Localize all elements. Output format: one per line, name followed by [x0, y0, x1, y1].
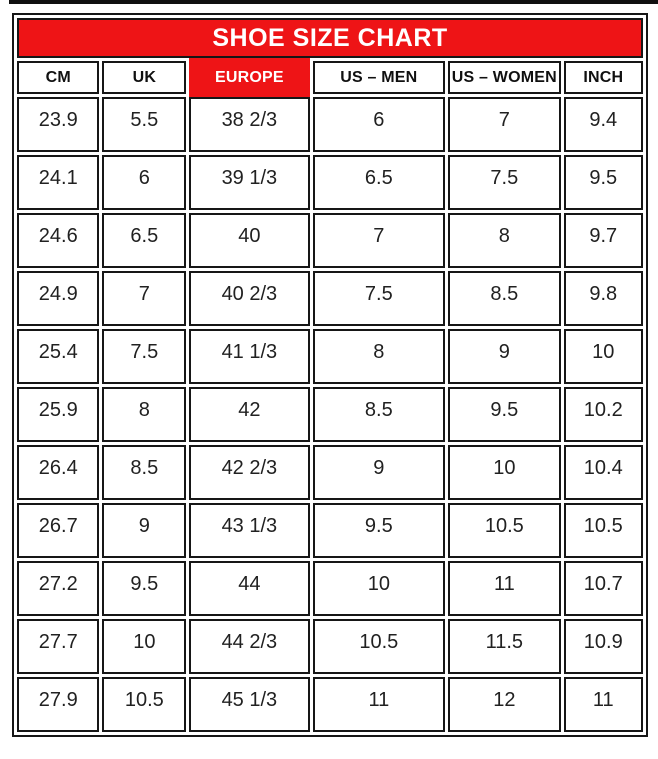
size-cell-us-men: 6 — [313, 97, 446, 152]
table-row — [17, 213, 643, 268]
size-cell-uk: 9 — [102, 503, 186, 558]
size-cell-cm: 23.9 — [17, 97, 99, 152]
table-row — [17, 445, 643, 500]
column-header-us-men: US – MEN — [313, 61, 446, 94]
table-row — [17, 561, 643, 616]
size-cell-inch: 9.4 — [564, 97, 643, 152]
size-cell-us-men: 10 — [313, 561, 446, 616]
table-row — [17, 677, 643, 732]
size-cell-inch: 9.5 — [564, 155, 643, 210]
size-cell-uk: 8 — [102, 387, 186, 442]
shoe-size-chart-table — [12, 13, 648, 737]
size-cell-cm: 27.7 — [17, 619, 99, 674]
table-row — [17, 503, 643, 558]
size-cell-europe: 39 1/3 — [189, 155, 309, 210]
banner-row — [17, 18, 643, 58]
top-rule-line — [9, 0, 658, 4]
size-cell-us-women: 12 — [448, 677, 560, 732]
size-cell-europe: 40 — [189, 213, 309, 268]
size-cell-europe: 42 2/3 — [189, 445, 309, 500]
size-cell-inch: 9.7 — [564, 213, 643, 268]
size-cell-uk: 6 — [102, 155, 186, 210]
size-cell-cm: 25.9 — [17, 387, 99, 442]
size-cell-europe: 38 2/3 — [189, 97, 309, 152]
column-header-row — [17, 61, 643, 94]
size-cell-inch: 10.7 — [564, 561, 643, 616]
size-cell-us-men: 9 — [313, 445, 446, 500]
column-header-cm: CM — [17, 61, 99, 94]
column-header-europe — [189, 61, 309, 94]
size-cell-cm: 24.6 — [17, 213, 99, 268]
size-cell-us-men: 7 — [313, 213, 446, 268]
size-cell-inch: 11 — [564, 677, 643, 732]
size-cell-us-women: 10 — [448, 445, 560, 500]
table-row — [17, 329, 643, 384]
size-cell-inch: 10.2 — [564, 387, 643, 442]
size-cell-uk: 6.5 — [102, 213, 186, 268]
size-cell-cm: 27.9 — [17, 677, 99, 732]
size-cell-inch: 10 — [564, 329, 643, 384]
chart-title-banner: SHOE SIZE CHART — [17, 18, 643, 58]
table-row — [17, 387, 643, 442]
size-cell-uk: 10.5 — [102, 677, 186, 732]
size-cell-europe: 44 2/3 — [189, 619, 309, 674]
size-cell-cm: 24.1 — [17, 155, 99, 210]
size-cell-us-women: 7 — [448, 97, 560, 152]
size-cell-us-men: 8.5 — [313, 387, 446, 442]
table-row — [17, 155, 643, 210]
size-cell-uk: 7.5 — [102, 329, 186, 384]
size-cell-cm: 24.9 — [17, 271, 99, 326]
size-cell-inch: 10.9 — [564, 619, 643, 674]
size-cell-uk: 8.5 — [102, 445, 186, 500]
size-cell-uk: 7 — [102, 271, 186, 326]
column-header-uk: UK — [102, 61, 186, 94]
column-header-us-women: US – WOMEN — [448, 61, 560, 94]
table-row — [17, 271, 643, 326]
size-cell-us-women: 9.5 — [448, 387, 560, 442]
size-cell-europe: 40 2/3 — [189, 271, 309, 326]
size-cell-europe: 44 — [189, 561, 309, 616]
size-cell-inch: 10.4 — [564, 445, 643, 500]
size-cell-us-men: 6.5 — [313, 155, 446, 210]
size-cell-us-women: 9 — [448, 329, 560, 384]
size-cell-us-women: 8.5 — [448, 271, 560, 326]
table-row — [17, 619, 643, 674]
size-cell-uk: 9.5 — [102, 561, 186, 616]
size-cell-uk: 5.5 — [102, 97, 186, 152]
size-cell-inch: 10.5 — [564, 503, 643, 558]
table-row — [17, 97, 643, 152]
size-cell-inch: 9.8 — [564, 271, 643, 326]
europe-header-highlight: EUROPE — [189, 58, 309, 97]
size-cell-europe: 45 1/3 — [189, 677, 309, 732]
size-cell-us-men: 7.5 — [313, 271, 446, 326]
size-cell-europe: 43 1/3 — [189, 503, 309, 558]
column-header-inch: INCH — [564, 61, 643, 94]
size-cell-cm: 26.4 — [17, 445, 99, 500]
size-cell-uk: 10 — [102, 619, 186, 674]
size-cell-cm: 26.7 — [17, 503, 99, 558]
size-cell-europe: 41 1/3 — [189, 329, 309, 384]
size-cell-cm: 27.2 — [17, 561, 99, 616]
size-cell-europe: 42 — [189, 387, 309, 442]
size-cell-us-women: 8 — [448, 213, 560, 268]
size-cell-us-women: 11 — [448, 561, 560, 616]
size-cell-cm: 25.4 — [17, 329, 99, 384]
size-cell-us-women: 7.5 — [448, 155, 560, 210]
size-cell-us-women: 11.5 — [448, 619, 560, 674]
size-cell-us-men: 8 — [313, 329, 446, 384]
size-cell-us-women: 10.5 — [448, 503, 560, 558]
size-cell-us-men: 10.5 — [313, 619, 446, 674]
size-cell-us-men: 11 — [313, 677, 446, 732]
size-cell-us-men: 9.5 — [313, 503, 446, 558]
